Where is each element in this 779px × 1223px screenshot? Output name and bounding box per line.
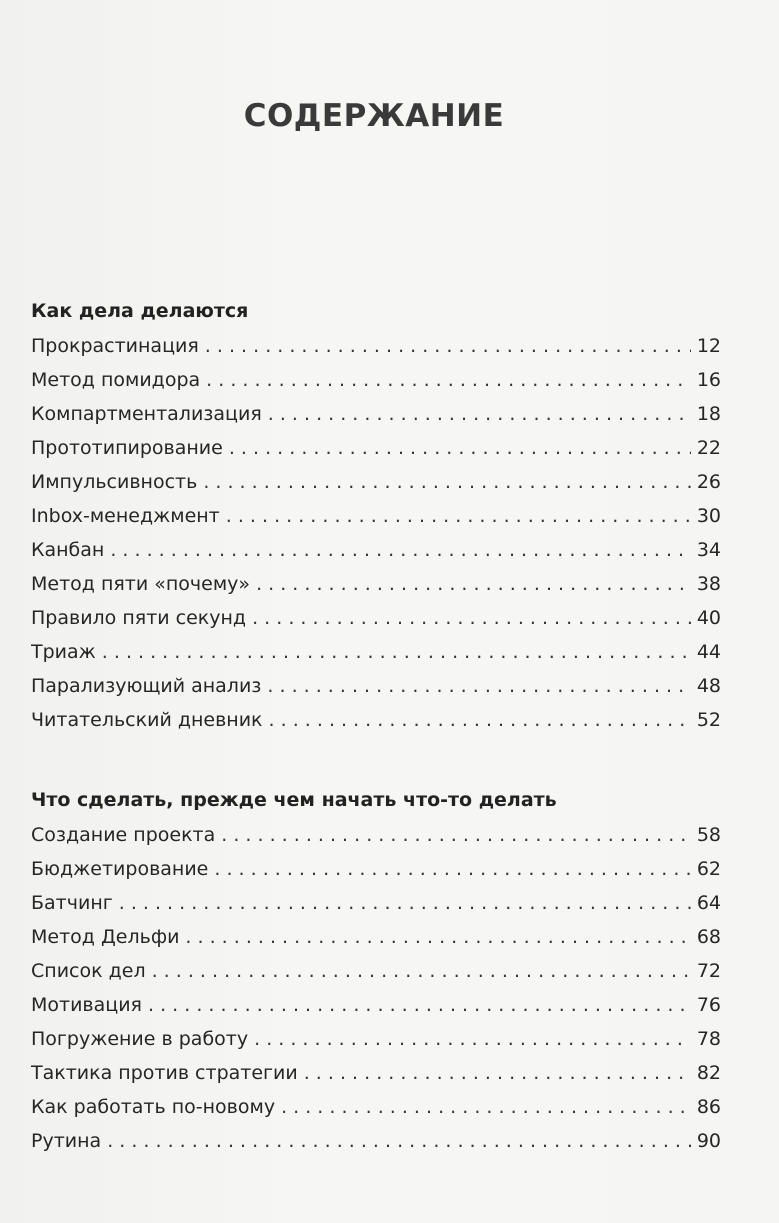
toc-entry: [31, 431, 721, 465]
toc-entry-label: Мотивация: [31, 994, 142, 1016]
toc-entry-label: Как работать по-новому: [31, 1096, 276, 1118]
dot-leader: [226, 499, 691, 533]
toc-entry: [31, 920, 721, 954]
dot-leader: [152, 954, 691, 988]
toc-entry-label: Батчинг: [31, 892, 113, 914]
dot-leader: [221, 818, 691, 852]
section-heading: Как дела делаются: [31, 300, 249, 322]
dot-leader: [281, 1090, 691, 1124]
toc-entry-label: Импульсивность: [31, 471, 198, 493]
toc-entry-label: Компартментализация: [31, 403, 262, 425]
toc-entry: [31, 1124, 721, 1158]
toc-entry: [31, 703, 721, 737]
dot-leader: [119, 886, 691, 920]
toc-entry-page: 76: [696, 994, 721, 1016]
toc-entry-label: Канбан: [31, 539, 105, 561]
toc-entry: [31, 465, 721, 499]
toc-entry-page: 40: [696, 607, 721, 629]
toc-entry-page: 90: [696, 1130, 721, 1152]
toc-entry-label: Парализующий анализ: [31, 675, 262, 697]
dot-leader: [254, 1022, 691, 1056]
toc-entry-label: Читательский дневник: [31, 709, 263, 731]
toc-entry: [31, 1090, 721, 1124]
dot-leader: [304, 1056, 691, 1090]
toc-entry: [31, 635, 721, 669]
section-heading: Что сделать, прежде чем начать что-то делать: [31, 789, 557, 811]
toc-entry-page: 26: [696, 471, 721, 493]
dot-leader: [269, 703, 691, 737]
dot-leader: [102, 635, 691, 669]
dot-leader: [205, 329, 691, 363]
toc-entry-label: Триаж: [31, 641, 96, 663]
toc-entry-label: Создание проекта: [31, 824, 216, 846]
toc-entry-page: 12: [696, 335, 721, 357]
toc-entry: [31, 852, 721, 886]
toc-entry-page: 38: [696, 573, 721, 595]
toc-list: [31, 818, 721, 1158]
toc-entry-page: 30: [696, 505, 721, 527]
toc-list: [31, 329, 721, 737]
toc-entry-page: 34: [696, 539, 721, 561]
dot-leader: [252, 601, 691, 635]
toc-entry: [31, 533, 721, 567]
toc-entry-label: Метод Дельфи: [31, 926, 180, 948]
dot-leader: [148, 988, 691, 1022]
toc-entry-label: Погружение в работу: [31, 1028, 249, 1050]
toc-entry-page: 62: [696, 858, 721, 880]
toc-entry: [31, 1056, 721, 1090]
toc-entry: [31, 669, 721, 703]
toc-entry-page: 78: [696, 1028, 721, 1050]
toc-entry-page: 82: [696, 1062, 721, 1084]
toc-entry-label: Метод помидора: [31, 369, 201, 391]
dot-leader: [203, 465, 691, 499]
page-title: СОДЕРЖАНИЕ: [243, 98, 505, 134]
dot-leader: [107, 1124, 691, 1158]
dot-leader: [185, 920, 690, 954]
toc-entry: [31, 886, 721, 920]
toc-entry-page: 64: [696, 892, 721, 914]
toc-entry-label: Правило пяти секунд: [31, 607, 247, 629]
toc-entry-page: 22: [696, 437, 721, 459]
toc-entry: [31, 397, 721, 431]
dot-leader: [268, 397, 691, 431]
toc-section-1: [31, 297, 721, 737]
dot-leader: [206, 363, 691, 397]
dot-leader: [110, 533, 690, 567]
toc-entry: [31, 363, 721, 397]
dot-leader: [229, 431, 691, 465]
toc-entry-page: 18: [696, 403, 721, 425]
dot-leader: [214, 852, 690, 886]
dot-leader: [267, 669, 690, 703]
toc-entry: [31, 567, 721, 601]
toc-entry: [31, 601, 721, 635]
toc-entry-label: Рутина: [31, 1130, 102, 1152]
toc-entry-label: Прототипирование: [31, 437, 223, 459]
toc-entry-page: 44: [696, 641, 721, 663]
toc-entry: [31, 1022, 721, 1056]
toc-entry-page: 58: [696, 824, 721, 846]
toc-entry-label: Прокрастинация: [31, 335, 199, 357]
toc-entry-label: Тактика против стратегии: [31, 1062, 298, 1084]
toc-entry-page: 48: [696, 675, 721, 697]
toc-entry: [31, 499, 721, 533]
toc-entry-page: 72: [696, 960, 721, 982]
toc-entry-page: 16: [696, 369, 721, 391]
toc-entry-page: 86: [696, 1096, 721, 1118]
toc-section-2: [31, 786, 721, 1158]
toc-entry: [31, 329, 721, 363]
toc-entry-page: 52: [696, 709, 721, 731]
toc-entry-label: Метод пяти «почему»: [31, 573, 251, 595]
dot-leader: [256, 567, 691, 601]
toc-entry: [31, 954, 721, 988]
toc-entry-label: Бюджетирование: [31, 858, 209, 880]
toc-entry-label: Список дел: [31, 960, 146, 982]
toc-entry: [31, 988, 721, 1022]
toc-entry: [31, 818, 721, 852]
toc-entry-label: Inbox-менеджмент: [31, 505, 220, 527]
toc-entry-page: 68: [696, 926, 721, 948]
